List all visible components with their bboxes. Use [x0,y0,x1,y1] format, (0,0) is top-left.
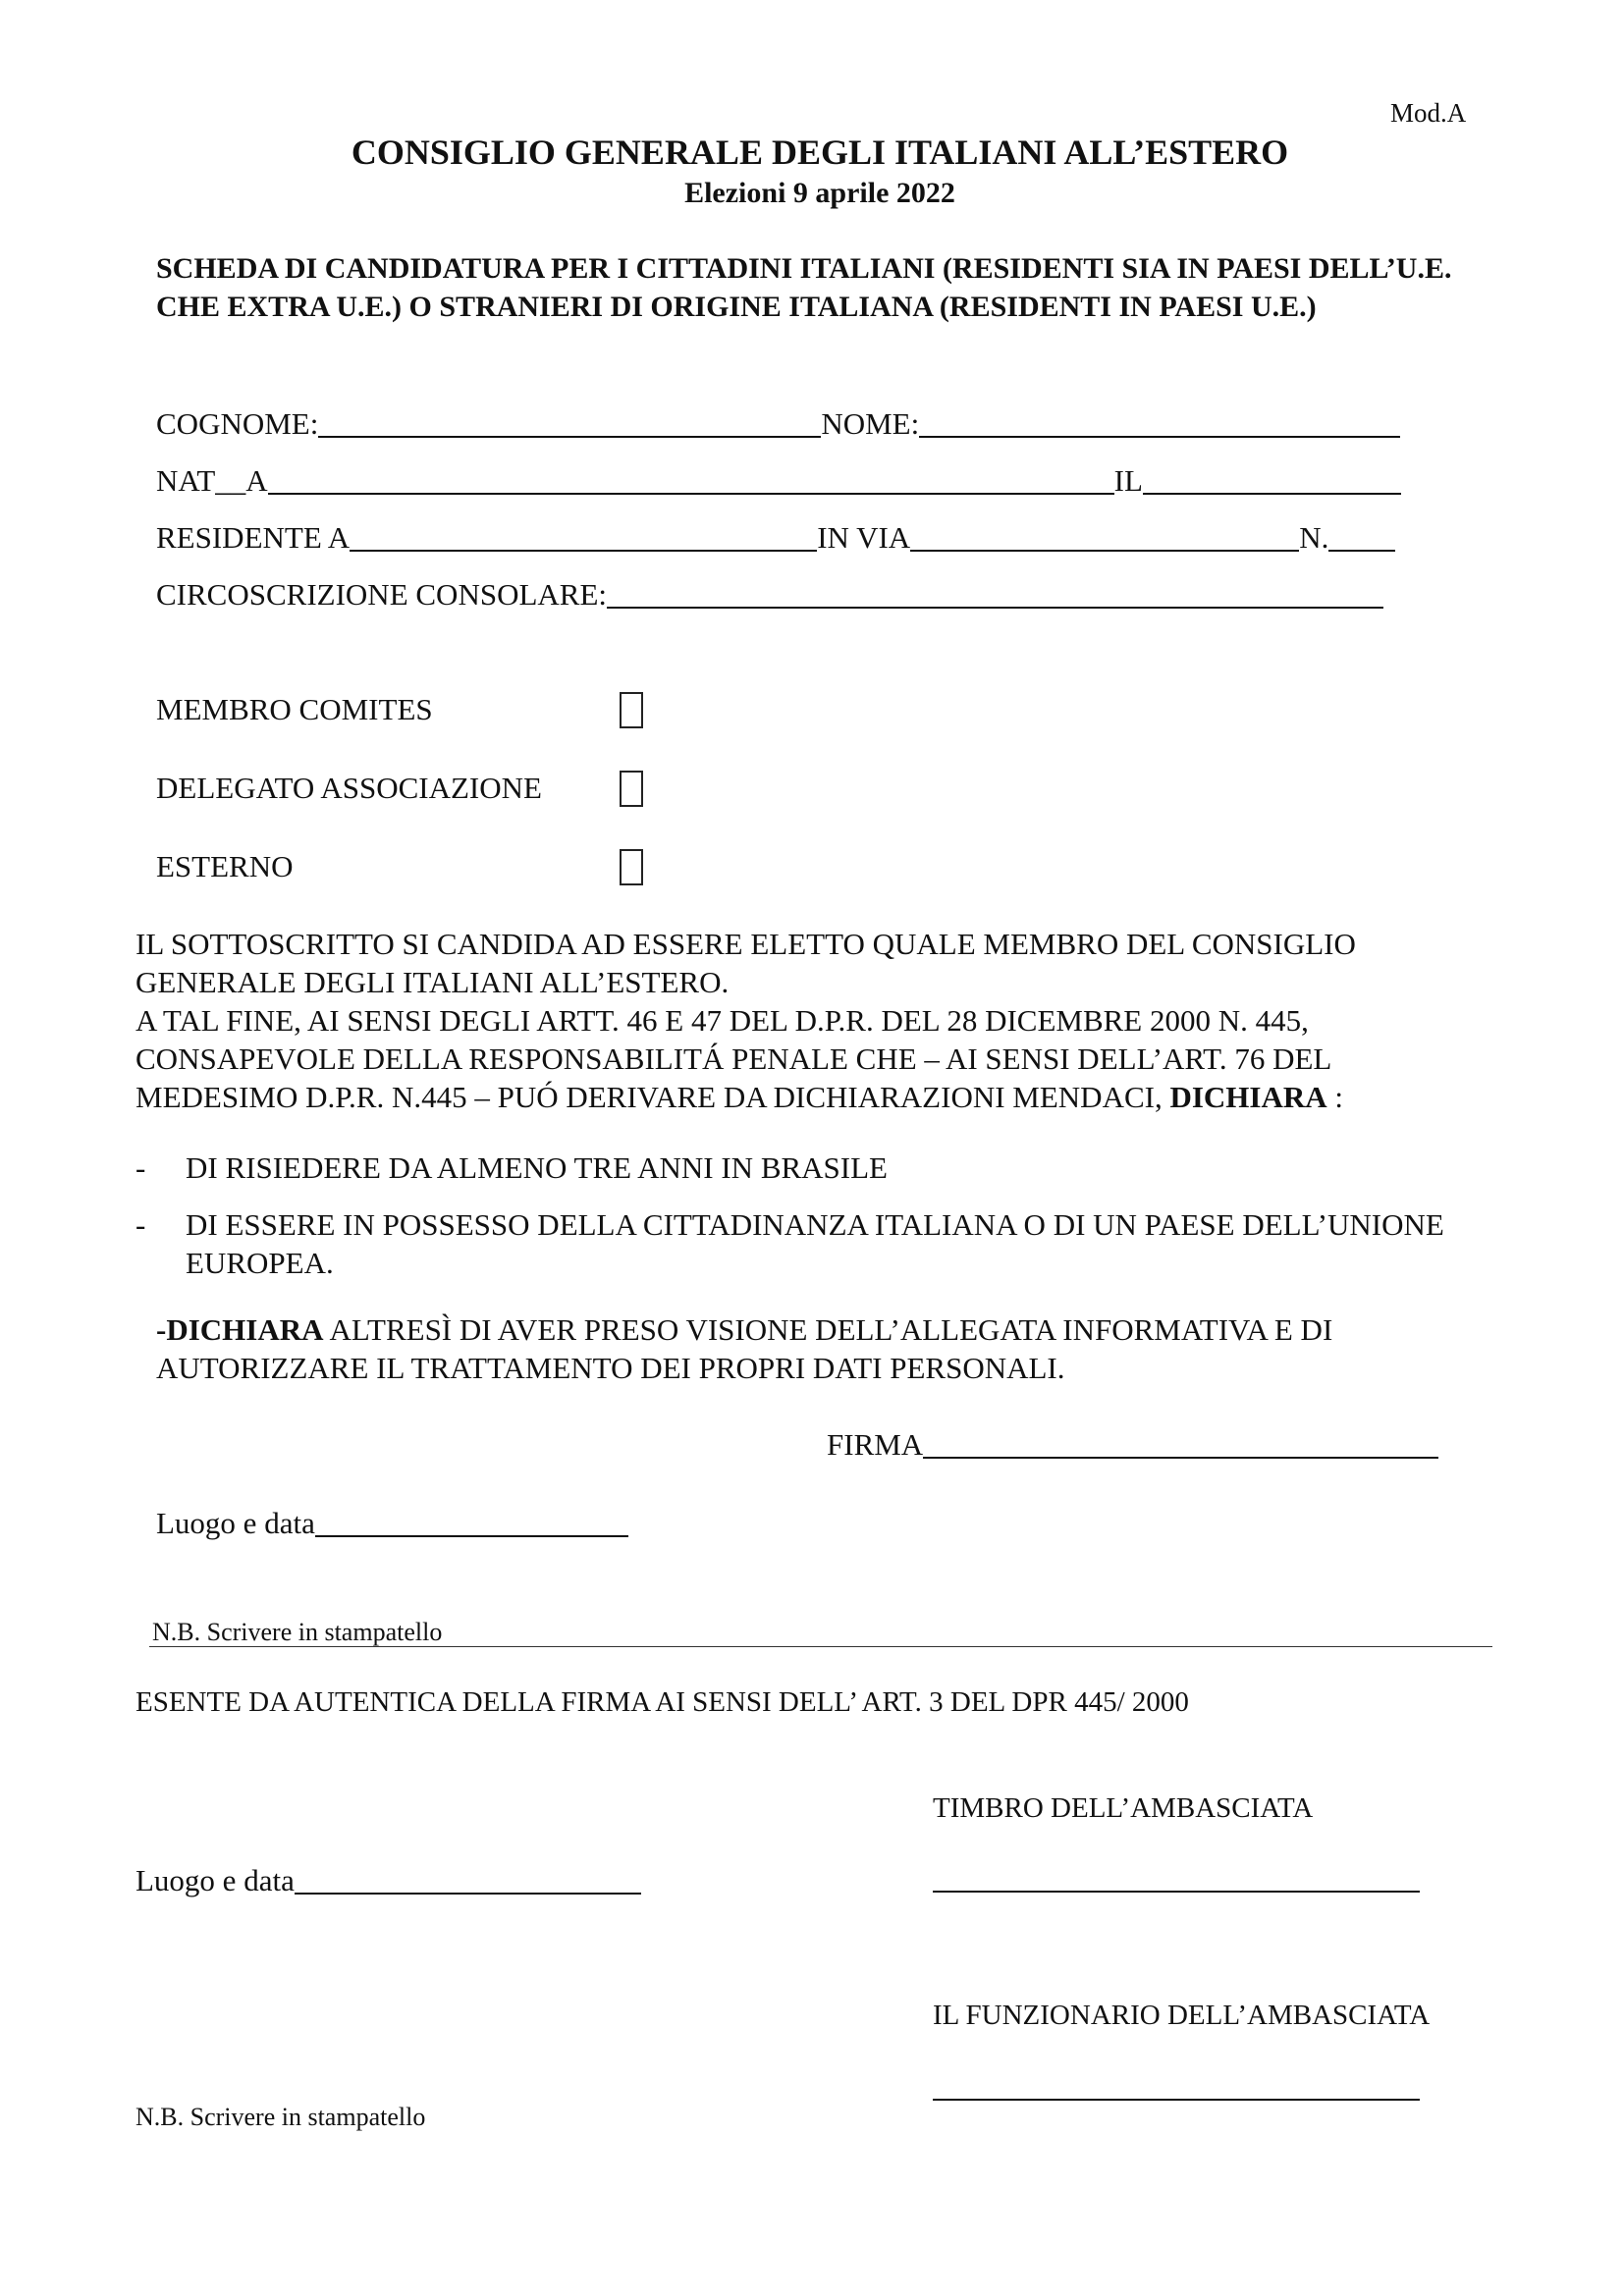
dichiara-altresi-bold: -DICHIARA [156,1312,324,1347]
name-row [156,402,1400,442]
luogo-data-label-2: Luogo e data [135,1863,295,1897]
via-label: IN VIA [817,520,911,555]
category-comites-checkbox[interactable] [620,692,643,728]
circoscrizione-label: CIRCOSCRIZIONE CONSOLARE: [156,577,608,612]
nome-field[interactable] [919,406,1400,438]
nat-label: NAT__A [156,463,268,498]
section-divider [149,1646,1492,1647]
funzionario-line[interactable] [933,2099,1420,2101]
consular-row [156,573,1383,613]
nb-note-2: N.B. Scrivere in stampatello [135,2103,426,2131]
timbro-line[interactable] [933,1891,1420,1893]
document-subtitle: Elezioni 9 aprile 2022 [684,177,955,209]
birth-row [156,459,1401,499]
il-label: IL [1113,463,1143,498]
document-title: CONSIGLIO GENERALE DEGLI ITALIANI ALL’ESTERO [351,133,1289,172]
category-associazione-label: DELEGATO ASSOCIAZIONE [156,771,542,805]
cognome-label: COGNOME: [156,406,319,441]
declaration-text [135,925,1481,1116]
esente-note: ESENTE DA AUTENTICA DELLA FIRMA AI SENSI DELL’ ART. 3 DEL DPR 445/ 2000 [135,1686,1189,1718]
category-comites-label: MEMBRO COMITES [156,692,433,726]
circoscrizione-field[interactable] [607,577,1383,609]
firma-label: FIRMA [827,1427,924,1462]
luogo-data-field-1[interactable] [315,1506,628,1537]
firma-field[interactable] [923,1427,1438,1459]
luogo-data-field-2[interactable] [295,1863,641,1895]
nome-label: NOME: [821,406,920,441]
dichiara-bold: DICHIARA [1169,1080,1327,1114]
cognome-field[interactable] [318,406,821,438]
category-esterno-label: ESTERNO [156,849,294,883]
declaration-candidacy: IL SOTTOSCRITTO SI CANDIDA AD ESSERE ELETTO QUALE MEMBRO DEL CONSIGLIO GENERALE DEGLI ITALIANI ALL’ESTERO. [135,927,1356,999]
bullet-residence: - DI RISIEDERE DA ALMENO TRE ANNI IN BRASILE [135,1150,888,1185]
declaration-legal: A TAL FINE, AI SENSI DEGLI ARTT. 46 E 47 DEL D.P.R. DEL 28 DICEMBRE 2000 N. 445, CONSAPEVOLE DELLA RESPONSABILITÁ PENALE CHE – AI SENSI DELL’ART. 76 DEL MEDESIMO D.P.R. N.445 – PUÓ DERIVARE DA DICHIARAZIONI MENDACI, DICHIARA : [135,1003,1344,1114]
residence-row [156,516,1395,556]
bullet-citizenship: - DI ESSERE IN POSSESSO DELLA CITTADINANZA ITALIANA O DI UN PAESE DELL’UNIONE EUROPEA. [135,1207,1444,1280]
funzionario-label: IL FUNZIONARIO DELL’AMBASCIATA [933,2000,1431,2031]
category-associazione-checkbox[interactable] [620,771,643,807]
street-number-field[interactable] [1328,520,1395,552]
residence-city-field[interactable] [350,520,817,552]
model-code: Mod.A [1390,98,1467,128]
timbro-label: TIMBRO DELL’AMBASCIATA [933,1792,1314,1824]
luogo-data-row-2 [135,1859,641,1898]
birthdate-field[interactable] [1143,463,1401,495]
luogo-data-label-1: Luogo e data [156,1506,315,1540]
luogo-data-row-1 [156,1502,628,1541]
privacy-declaration: -DICHIARA ALTRESÌ DI AVER PRESO VISIONE DELL’ALLEGATA INFORMATIVA E DI AUTORIZZARE IL TRATTAMENTO DEI PROPRI DATI PERSONALI. [156,1312,1333,1385]
firma-row [827,1423,1438,1463]
form-heading: SCHEDA DI CANDIDATURA PER I CITTADINI ITALIANI (RESIDENTI SIA IN PAESI DELL’U.E. CHE EXTRA U.E.) O STRANIERI DI ORIGINE ITALIANA (RESIDENTI IN PAESI U.E.) [156,252,1452,323]
nb-note-1: N.B. Scrivere in stampatello [152,1618,443,1646]
residente-label: RESIDENTE A [156,520,351,555]
street-field[interactable] [910,520,1299,552]
category-esterno-checkbox[interactable] [620,849,643,885]
number-label: N. [1299,520,1329,555]
birthplace-field[interactable] [268,463,1114,495]
